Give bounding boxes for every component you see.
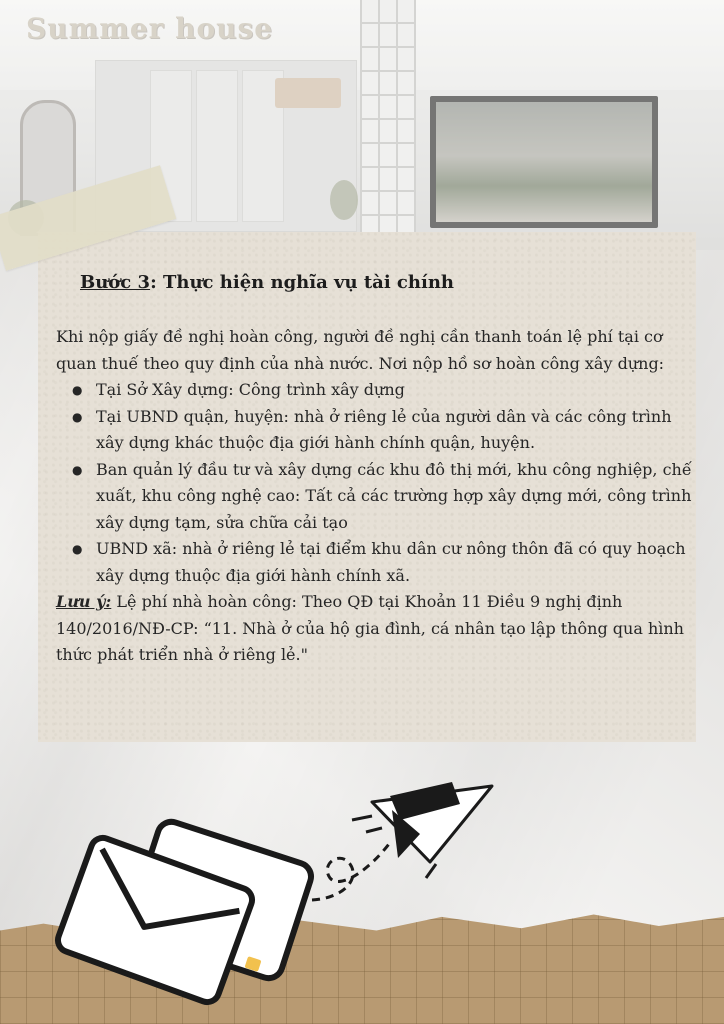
location-list: [56, 377, 696, 589]
list-item: ● Tại Sở Xây dựng: Công trình xây dựng: [96, 377, 696, 404]
intro-paragraph: Khi nộp giấy đề nghị hoàn công, người đề nghị cần thanh toán lệ phí tại cơ quan thuế theo quy định của nhà nước. Nơi nộp hồ sơ hoàn công xây dựng:: [56, 327, 665, 373]
step-title: Thực hiện nghĩa vụ tài chính: [162, 272, 454, 293]
list-item: ● Ban quản lý đầu tư và xây dựng các khu đô thị mới, khu công nghiệp, chế xuất, khu công nghệ cao: Tất cả các trường hợp xây dựng mới, công trình xây dựng tạm, sửa chữa cải tạo: [96, 457, 696, 537]
step-separator: :: [150, 272, 163, 293]
paper-plane-icon: [352, 782, 492, 878]
body-text: [56, 324, 696, 669]
envelope-illustration: [0, 760, 724, 1024]
note-label: Lưu ý:: [56, 592, 112, 611]
note-text: Lệ phí nhà hoàn công: Theo QĐ tại Khoản 11 Điều 9 nghị định 140/2016/NĐ-CP: “11. Nhà ở của hộ gia đình, cá nhân tạo lập thông qua hình thức phát triển nhà ở riêng lẻ.": [56, 592, 684, 664]
page-title: Summer house: [26, 12, 274, 45]
step-heading: [80, 272, 454, 293]
flight-path: [312, 840, 392, 900]
list-item: ● UBND xã: nhà ở riêng lẻ tại điểm khu dân cư nông thôn đã có quy hoạch xây dựng thuộc địa giới hành chính xã.: [96, 536, 696, 589]
note-paragraph: [56, 589, 696, 669]
list-item: ● Tại UBND quận, huyện: nhà ở riêng lẻ của người dân và các công trình xây dựng khác thuộc địa giới hành chính quận, huyện.: [96, 404, 696, 457]
step-number: Bước 3: [80, 272, 151, 293]
